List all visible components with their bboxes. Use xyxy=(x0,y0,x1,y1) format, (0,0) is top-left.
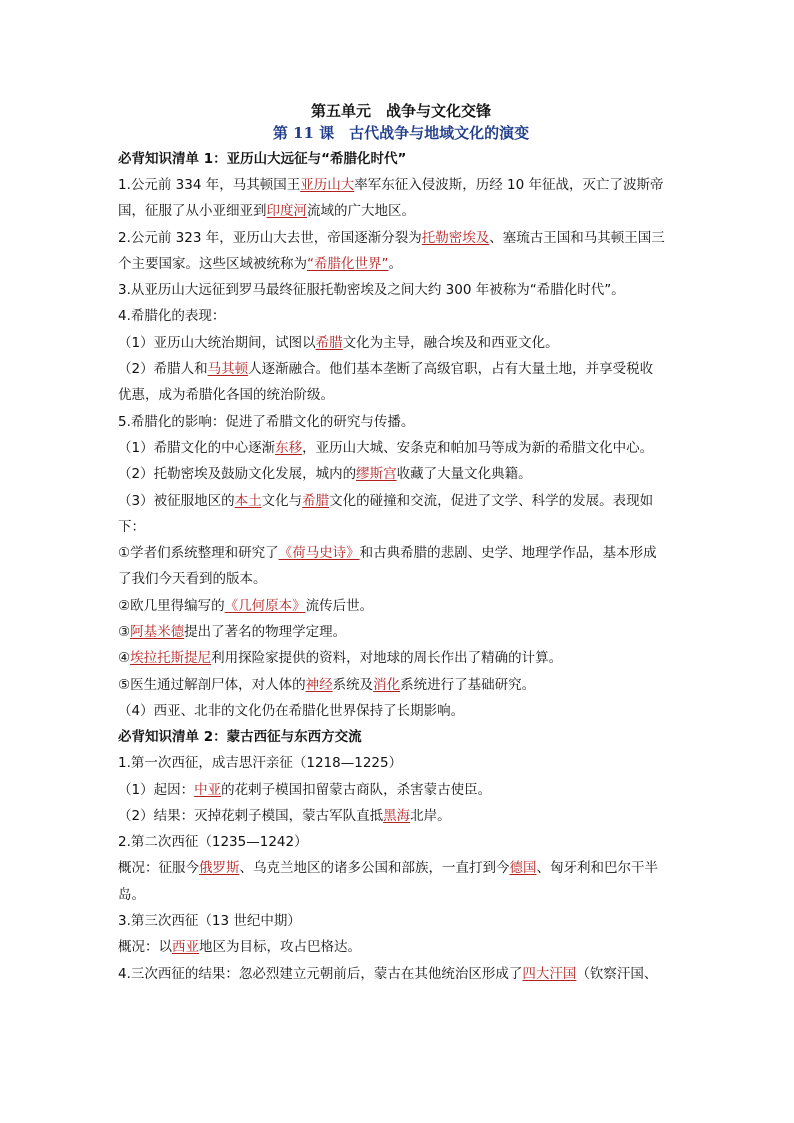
text-segment: （2）希腊人和 xyxy=(118,361,208,378)
text-segment: 优惠，成为希腊化各国的统治阶级。 xyxy=(118,387,334,404)
text-segment: 提出了著名的物理学定理。 xyxy=(184,624,347,641)
text-line xyxy=(118,514,684,540)
text-segment: （1）起因： xyxy=(118,781,195,798)
section-2-title: 必背知识清单 2：蒙古西征与东西方交流 xyxy=(118,729,362,746)
text-line xyxy=(118,961,684,987)
text-segment: 系统及 xyxy=(332,676,374,693)
text-segment: ④ xyxy=(118,650,131,667)
text-segment: 和古典希腊的悲剧、史学、地理学作品，基本形成 xyxy=(359,545,657,562)
text-line xyxy=(118,409,684,435)
text-line xyxy=(118,855,684,881)
text-segment: 文化与 xyxy=(261,492,303,509)
text-line xyxy=(118,593,684,619)
key-term: 埃拉托斯提尼 xyxy=(130,650,212,667)
text-line xyxy=(118,461,684,487)
key-term: 消化 xyxy=(373,676,401,693)
text-line xyxy=(118,540,684,566)
text-segment: 了我们今天看到的版本。 xyxy=(118,571,267,588)
section-1-title: 必背知识清单 1：亚历山大远征与“希腊化时代” xyxy=(118,151,407,167)
text-segment: 5.希腊化的影响：促进了希腊文化的研究与传播。 xyxy=(118,413,415,430)
key-term: 希腊 xyxy=(315,334,343,351)
document-page xyxy=(118,96,684,987)
text-line xyxy=(118,435,684,461)
text-segment: 1.第一次西征，成吉思汗亲征（1218—1225） xyxy=(118,755,403,772)
text-line xyxy=(118,277,684,303)
text-line xyxy=(118,777,684,803)
key-term: 黑海 xyxy=(383,807,411,824)
text-line xyxy=(118,225,684,251)
text-segment: 地区为目标，攻占巴格达。 xyxy=(199,939,361,956)
text-line xyxy=(118,908,684,934)
text-line xyxy=(118,251,684,277)
text-line xyxy=(118,303,684,329)
text-segment: ③ xyxy=(118,624,131,641)
text-segment: 、匈牙利和巴尔干半 xyxy=(536,860,658,877)
text-line xyxy=(118,829,684,855)
text-line xyxy=(118,698,684,724)
text-segment: 流域的广大地区。 xyxy=(307,203,415,220)
key-term: 四大汗国 xyxy=(522,965,577,982)
text-segment: 岛。 xyxy=(118,886,145,903)
text-line xyxy=(118,934,684,960)
text-segment: （钦察汗国、 xyxy=(576,965,658,982)
text-segment: ⑤医生通过解剖尸体，对人体的 xyxy=(118,676,306,693)
text-segment: 4.三次西征的结果：忽必烈建立元朝前后，蒙古在其他统治区形成了 xyxy=(118,965,523,982)
key-term: 印度河 xyxy=(266,203,307,220)
key-term: 《几何原本》 xyxy=(224,597,306,614)
text-line xyxy=(118,645,684,671)
lesson-title: 第 11 课 古代战争与地域文化的演变 xyxy=(272,124,530,142)
key-term: 阿基米德 xyxy=(130,624,185,641)
text-segment: 下： xyxy=(118,518,145,535)
text-segment: （2）结果：灭掉花剌子模国，蒙古军队直抵 xyxy=(118,807,384,824)
key-term: 西亚 xyxy=(172,939,199,956)
text-segment: 3.第三次西征（13 世纪中期） xyxy=(118,913,301,930)
text-line xyxy=(118,672,684,698)
text-segment: 概况：征服今 xyxy=(118,860,199,877)
text-segment: 收藏了大量文化典籍。 xyxy=(396,466,532,483)
key-term: 东移 xyxy=(275,439,303,456)
text-line xyxy=(118,750,684,776)
text-segment: 。 xyxy=(388,255,402,272)
text-line xyxy=(118,566,684,592)
key-term: 缪斯宫 xyxy=(356,466,397,483)
text-segment: 文化为主导，融合埃及和西亚文化。 xyxy=(342,334,559,351)
text-segment: 、塞琉古王国和马其顿王国三 xyxy=(489,229,665,246)
text-segment: ，亚历山大城、安条克和帕加马等成为新的希腊文化中心。 xyxy=(302,439,654,456)
text-segment: 概况：以 xyxy=(118,939,172,956)
text-segment: 1.公元前 334 年，马其顿国王 xyxy=(118,177,301,193)
unit-title: 第五单元 战争与文化交锋 xyxy=(310,102,491,120)
text-segment: 人逐渐融合。他们基本垄断了高级官职，占有大量土地，并享受税收 xyxy=(248,361,654,378)
key-term: 希腊 xyxy=(302,492,330,509)
text-segment: （1）亚历山大统治期间，试图以 xyxy=(118,334,316,351)
text-segment: 个主要国家。这些区域被统称为 xyxy=(118,255,307,272)
key-term: 德国 xyxy=(509,860,537,877)
text-segment: 北岸。 xyxy=(410,807,451,824)
text-line xyxy=(118,803,684,829)
text-segment: 利用探险家提供的资料，对地球的周长作出了精确的计算。 xyxy=(211,650,563,667)
key-term: 《荷马史诗》 xyxy=(278,545,360,562)
text-segment: （3）被征服地区的 xyxy=(118,492,235,509)
key-term: 亚历山大 xyxy=(300,177,355,193)
text-line xyxy=(118,356,684,382)
text-line xyxy=(118,882,684,908)
text-segment: （4）西亚、北非的文化仍在希腊化世界保持了长期影响。 xyxy=(118,702,465,719)
key-term: 本土 xyxy=(234,492,262,509)
text-segment: 系统进行了基础研究。 xyxy=(400,676,536,693)
text-segment: 文化的碰撞和交流，促进了文学、科学的发展。表现如 xyxy=(329,492,654,509)
text-line xyxy=(118,488,684,514)
text-segment: 4.希腊化的表现： xyxy=(118,308,226,325)
text-segment: 3.从亚历山大远征到罗马最终征服托勒密埃及之间大约 300 年被称为“希腊化时代”。 xyxy=(118,282,625,299)
key-term: 马其顿 xyxy=(207,361,249,378)
text-line xyxy=(118,382,684,408)
section-2-body xyxy=(118,750,684,987)
key-term: 神经 xyxy=(305,676,333,693)
text-segment: （2）托勒密埃及鼓励文化发展，城内的 xyxy=(118,466,357,483)
section-1-body xyxy=(118,172,684,724)
text-segment: （1）希腊文化的中心逐渐 xyxy=(118,439,276,456)
text-segment: 、乌克兰地区的诸多公国和部族，一直打到今 xyxy=(239,860,510,877)
text-segment: 2.公元前 323 年，亚历山大去世，帝国逐渐分裂为 xyxy=(118,229,422,246)
text-line xyxy=(118,330,684,356)
key-term: 托勒密埃及 xyxy=(421,229,490,246)
key-term: 中亚 xyxy=(194,781,222,798)
text-segment: ①学者们系统整理和研究了 xyxy=(118,545,279,562)
key-term: 俄罗斯 xyxy=(199,860,240,877)
text-segment: 率军东征入侵波斯，历经 10 年征战，灭亡了波斯帝 xyxy=(354,177,664,193)
text-segment: 的花剌子模国扣留蒙古商队，杀害蒙古使臣。 xyxy=(221,781,492,798)
text-segment: 流传后世。 xyxy=(305,597,374,614)
text-segment: 国，征服了从小亚细亚到 xyxy=(118,203,267,220)
text-line xyxy=(118,619,684,645)
text-segment: ②欧几里得编写的 xyxy=(118,597,225,614)
key-term: “希腊化世界” xyxy=(307,255,389,272)
text-line xyxy=(118,198,684,224)
text-segment: 2.第二次西征（1235—1242） xyxy=(118,834,308,851)
text-line xyxy=(118,172,684,198)
